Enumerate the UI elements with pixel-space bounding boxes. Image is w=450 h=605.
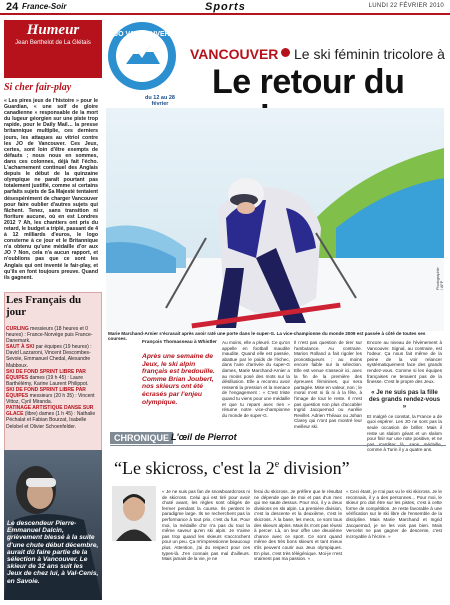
article-byline: François Thomasseau à Whistler	[142, 340, 217, 345]
page-header	[0, 0, 450, 14]
list-item	[6, 326, 98, 344]
event-name: SKI DE FOND SPRINT LIBRE PAR ÉQUIPES	[6, 386, 86, 400]
newspaper-name: France-Soir	[22, 2, 67, 11]
chronique-label: CHRONIQUE	[110, 432, 173, 444]
article-column-1: Au moins, elle a pleuré. Ce qu'on appelle en football maudite maudite. Quand elle est passée, abattue par le poids de l'échec, dans l'aire d'arrivée du super-G dames, Marie Marchand-Arnier a au moins posé des mots sur la désillusion. Elle a reconnu avoir ressenti la pression et la menace de l'engagement : « C'est triste quand tu viens pour une médaille et que tu repars avec rien » résume notre vice-championne du monde de super-G.	[222, 340, 290, 418]
article-column-2: Il n'est pas question de tirer sur l'ambulance. Au contraire. Marion Rolland a fait rigoler les pronostiqueurs ; au moins encore faible sur la sélection. Elle est venue s'asseoir ici, avec la fin de la première des épreuves féminines, qui sera partagée. Mise en valeur, non ; le moral n'est ni là ni à la fête, à l'image de tout le reste. Il n'est pas question non plus d'accabler Ingrid Jacquemod ou Aurélie Revillet. Adrien Théaux ou Johan Clarey qui n'ont pas montré leur meilleur ski.	[294, 340, 362, 429]
francais-du-jour-title: Les Français du jour	[6, 294, 82, 318]
event-detail: messieurs (18 heures et 0 heures) : France-Norvège puis France-Danemark.	[6, 326, 93, 345]
event-name: SAUT À SKI	[6, 344, 35, 351]
olympics-dates: du 12 au 28 février	[145, 95, 175, 107]
event-detail: (libre) dames (1 h 45) : Nathalie Péchalat et Fabian Bourzat, Isabelle Delobel et Olivier Schoenfelder.	[6, 411, 96, 430]
chronique-column-1: « Je ne suis pas fan de snowboardcross ni de skicross. Celui qui est tiré pour avoir chuté avant, les règles sont obligés de fermer pendant la course. Ils perdent le paradigme large. Ils ne recherchent pas la performance à tout prix, c'est du fun. Pour moi, la médaille d'or n'a pas du tout la même saveur qu'en ski alpin. Je n'aime pas trop quand les skieurs s'accrochent pour un peu. Ça m'impressionne beaucoup plus. Attention, j'ai du respect pour ces types-là. J'en connais pas mal d'ailleurs. Mais jamais de la vie, je ne	[162, 489, 250, 562]
event-detail: par équipes (19 heures) : David Lazzaroni, Vincent Descombes-Sevoie, Emmanuel Chedal, Alexandre Mabboux.	[6, 344, 92, 369]
header-rule	[0, 13, 450, 15]
francais-du-jour-list	[6, 326, 98, 430]
photo-caption: Marie Marchand-Arnier s'écrasait après avoir raté une porte dans le super-G. La vice-championne du monde 2009 est passée à côté de toutes ses courses.	[108, 331, 426, 341]
article-intro: Après une semaine de Jeux, le ski alpin français est bredouille. Comme Brian Joubert, nos skieurs ont été écrasés par l'enjeu olympique.	[142, 353, 215, 406]
article-column-3-text: Encore au niveau de l'évènement à Vancouver. Signal, au contraire, est l'odeur. Ça nous fait même de la peine de la voir relancer systématiquement face des grands rendez-vous. Comme si les équipes françaises ne tenaient pas de la finesse. C'est le propre des Jeux.	[367, 340, 442, 385]
chronique-title: L'œil de Pierrot	[171, 432, 237, 442]
humeur-title: Humeur	[26, 22, 80, 38]
main-photo-skier	[106, 108, 444, 331]
chronique-column-2: ferai du skicross. Je préfère que le résultat ne dépende que de moi et pas d'un mec qui me saute dessus. Pour moi, il y a deux divisions en ski alpin. La première division, c'est la descente et la deuxième, c'est le skicross. À la base, les mecs, ce sont tous des skieurs alpins. Mais ils n'ont pas réussi à percer. Là, on leur offre une deuxième chance avec ce sport. Ce sont quand même des très bons skieurs et tant mieux s'ils peuvent courir aux Jeux olympiques. En plus, c'est très télégénique. Moi-je n'est vraiment pas ma passion. »	[254, 489, 342, 562]
pull-quote: « Je ne suis pas la fille des grands rendez-vous »	[368, 388, 441, 410]
chronique-headline	[114, 458, 350, 479]
list-item	[6, 405, 98, 429]
chronique-headline-sup: e	[274, 459, 280, 470]
issue-date: LUNDI 22 FÉVRIER 2010	[368, 3, 444, 9]
olympics-logo	[106, 20, 178, 92]
columnist-portrait	[112, 486, 156, 541]
humeur-headline: Si cher fair-play	[4, 82, 72, 93]
article-headline: Le retour du	[212, 63, 405, 101]
event-name: SKI DE FOND SPRINT LIBRE PAR ÉQUIPES	[6, 368, 86, 381]
list-item	[6, 369, 98, 387]
event-name: CURLING	[6, 326, 29, 332]
section-title: Sports	[205, 1, 246, 13]
humeur-banner	[4, 20, 102, 78]
article-column-3-text-end: Et malgré ce constat, la France a de quoi espérer. Les JO ne sont pas la seule occasion de briller. Mais il reste un slalom géant et un slalom pour finir sur une note positive, et ne comme à Turin il y a quatre ans.	[367, 413, 442, 453]
chronique-rule	[110, 445, 446, 446]
athlete-caption: Le descendeur Pierre-Emmanuel Dalcin, grièvement blessé à la suite d'une chute début décembre, aurait dû faire partie de la sélection à Vancouver. Le skieur de 32 ans suit les Jeux de chez lui, à Val-Cenis, en Savoie.	[7, 520, 99, 585]
humeur-body: « Les pires jeux de l'histoire » pour le Guardian, « une soif de gloire canadienne » responsable de la mort du lugeur géorgien sur une piste trop rapide, pour le Daily Mail… la presse britannique multiplie, ces derniers jours, les attaques au vitriol contre les JO de Vancouver. Ces Jeux, certes, sont loin d'être exempts de défauts ; nous nous en sommes, dans ces colonnes, déjà fait l'écho. L'acharnement continuel des Anglais depuis le début de la quinzaine olympique ne paraît pourtant pas totalement justifié, comme si certains parfaits sujets de Sa Majesté tentaient désespérément de charger Vancouver pour faire oublier d'autres sujets qui fâchent. Tenez, sans transition ni fioriture aucune, où en est Londres 2012 ? Ah, les chantiers ont pris du retard, le budget a triplé, passant de 4 à 12 milliards d'euros, le logo consterne à ce jour et le Britannique n'a obtenu qu'une médaille d'or aux JO ? Non, cela n'a aucun rapport, et n'oublions pas que ce sont les Anglais qui ont inventé le fair-play, et qu'ils en font toujours preuve. Quand ils gagnent.	[4, 98, 98, 281]
page-number: 24	[6, 1, 19, 13]
chronique-column-3: « Ceci étant, je n'ai pas vu le ski skicross. Je le reconnais, il y a des personnes... Pour moi, le skieur pro doit être sur les pistes, c'est à cette forme de compétition. Je reste favorable à une vérification sur le ski libre de l'ensemble de la discipline. Mais Marie Marchand et Ingrid Jacquemod, je ne les vois pas bien. Mais Vercelot ne pas gagner de descente, c'est incroyable à l'écrire. »	[346, 489, 442, 539]
kicker-place: VANCOUVER	[190, 46, 279, 62]
list-item	[6, 387, 98, 405]
humeur-author: Jean Berthelot de La Glétais	[15, 40, 91, 46]
event-name: PATINAGE ARTISTIQUE DANSE SUR GLACE	[6, 405, 94, 418]
kicker-bullet-icon	[281, 48, 290, 57]
event-detail: dames (19 h 45) : Laure Barthélémy, Karine Laurent Philippot.	[6, 374, 89, 387]
chronique-headline-main: “Le skicross, c'est la 2	[114, 458, 275, 478]
logo-text: JO VANCOUVER	[114, 31, 170, 38]
kicker-text: Le ski féminin tricolore à	[294, 46, 445, 62]
event-detail: messieurs (20 h 35) : Vincent Vittoz, Cyril Miranda.	[6, 393, 95, 406]
article-column-3	[367, 340, 442, 453]
photo-credit: Photographie / AFP	[436, 267, 444, 290]
list-item	[6, 344, 98, 368]
chronique-headline-end: division”	[279, 458, 350, 478]
